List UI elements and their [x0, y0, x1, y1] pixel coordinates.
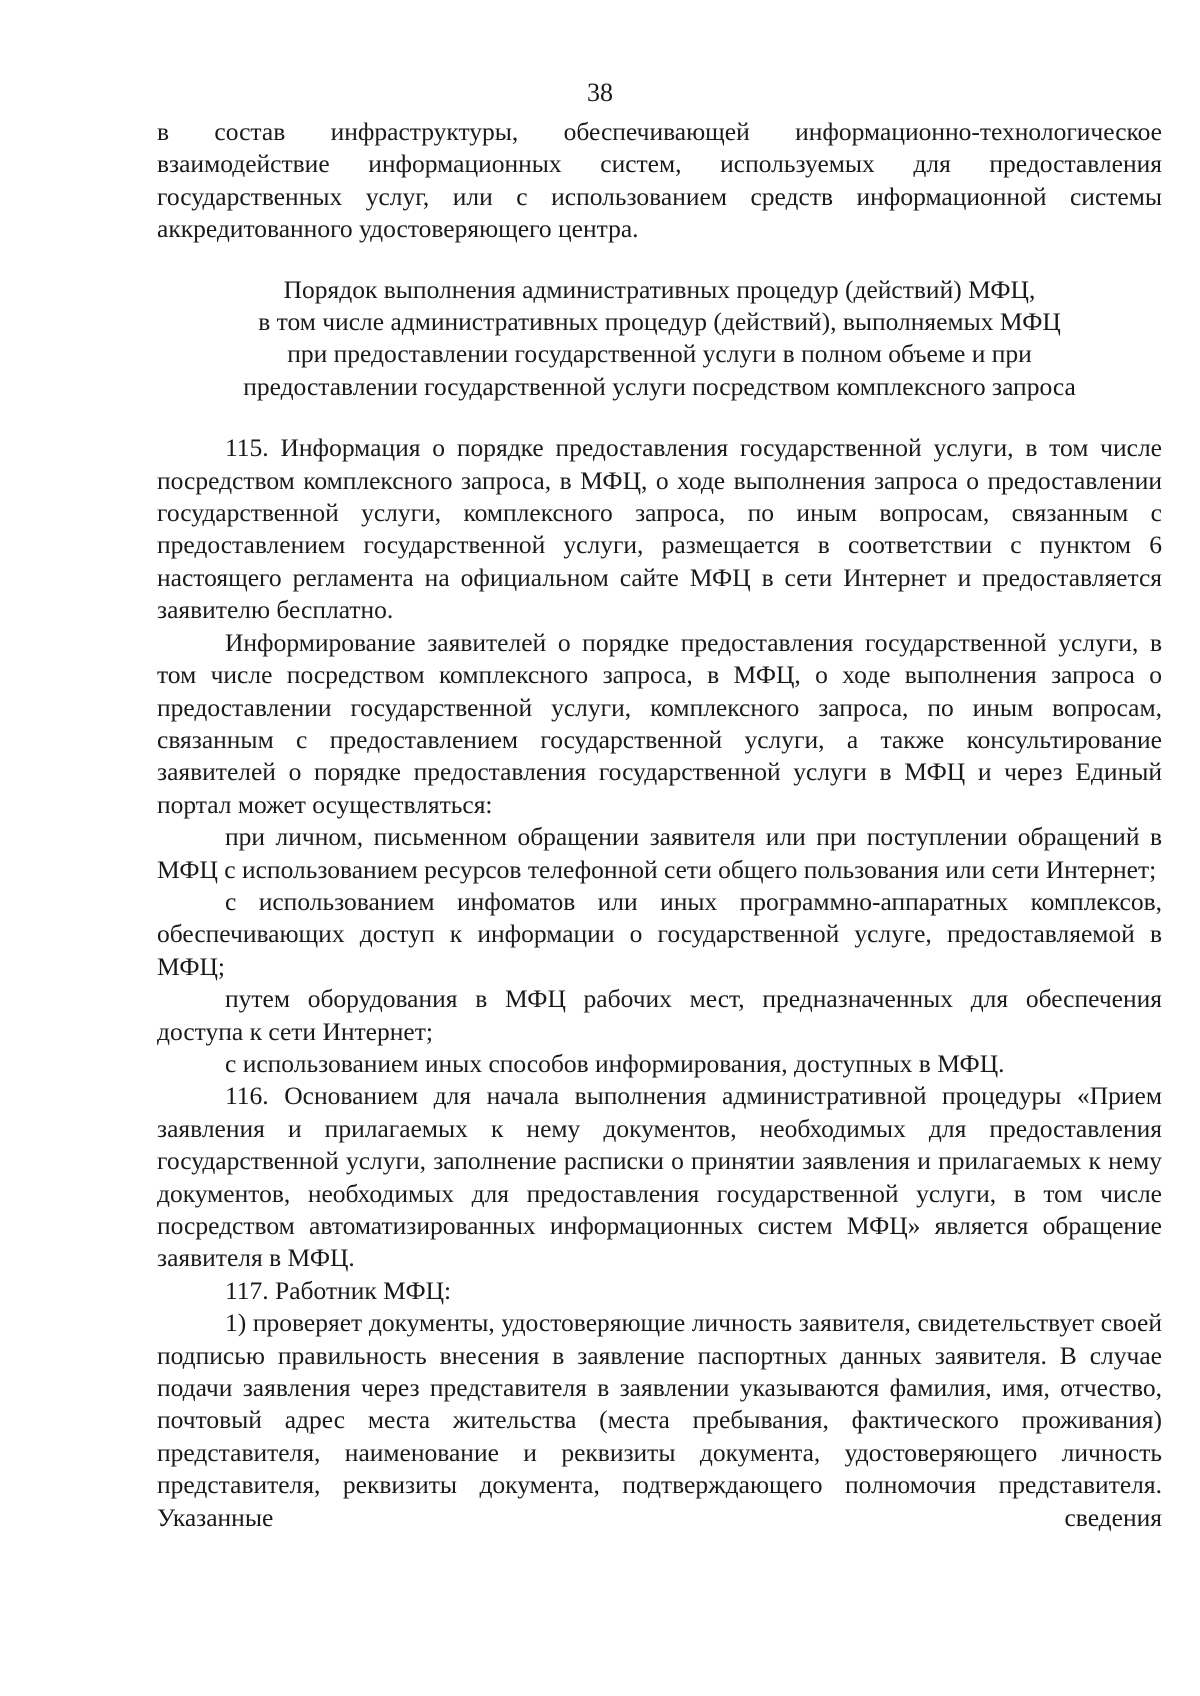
- paragraph-115-informing: Информирование заявителей о порядке предоставления государственной услуги, в том числе посредством комплексного запроса, в МФЦ, о ходе выполнения запроса о предоставлении государственной услуги, комплексного запроса, по иным вопросам, связанным с предоставлением государственной услуги, а также консультирование заявителей о порядке предоставления государственной услуги в МФЦ и через Единый портал может осуществляться:: [157, 627, 1162, 819]
- list-item: при личном, письменном обращении заявителя или при поступлении обращений в МФЦ с использованием ресурсов телефонной сети общего пользования или сети Интернет;: [157, 822, 1162, 884]
- paragraph-117-item-1: 1) проверяет документы, удостоверяющие личность заявителя, свидетельствует своей подписью правильность внесения в заявление паспортных данных заявителя. В случае подачи заявления через представителя в заявлении указываются фамилия, имя, отчество, почтовый адрес места жительства (места пребывания, фактического проживания) представителя, наименование и реквизиты документа, удостоверяющего личность представителя, реквизиты документа, подтверждающего полномочия представителя. Указанные сведения: [157, 1308, 1162, 1532]
- section-heading-line: при предоставлении государственной услуги в полном объеме и при: [287, 339, 1032, 369]
- paragraph-116: 116. Основанием для начала выполнения административной процедуры «Прием заявления и прилагаемых к нему документов, необходимых для предоставления государственной услуги, заполнение расписки о принятии заявления и прилагаемых к нему документов, необходимых для предоставления государственной услуги, в том числе посредством автоматизированных информационных систем МФЦ» является обращение заявителя в МФЦ.: [157, 1081, 1162, 1273]
- paragraph-117: 117. Работник МФЦ:: [225, 1275, 452, 1305]
- paragraph-115: 115. Информация о порядке предоставления государственной услуги, в том числе посредством комплексного запроса, в МФЦ, о ходе выполнения запроса о предоставлении государственной услуги, комплексного запроса, по иным вопросам, связанным с предоставлением государственной услуги, размещается в соответствии с пунктом 6 настоящего регламента на официальном сайте МФЦ в сети Интернет и предоставляется заявителю бесплатно.: [157, 433, 1162, 625]
- list-item: с использованием иных способов информирования, доступных в МФЦ.: [225, 1048, 1005, 1078]
- document-body: [157, 116, 1162, 1534]
- page-number: 38: [587, 78, 613, 107]
- list-item: с использованием инфоматов или иных программно-аппаратных комплексов, обеспечивающих доступ к информации о государственной услуге, предоставляемой в МФЦ;: [157, 886, 1162, 981]
- list-item: путем оборудования в МФЦ рабочих мест, предназначенных для обеспечения доступа к сети Интернет;: [157, 984, 1162, 1046]
- section-heading-line: Порядок выполнения административных процедур (действий) МФЦ,: [283, 274, 1036, 304]
- intro-paragraph: в состав инфраструктуры, обеспечивающей информационно-технологическое взаимодействие информационных систем, используемых для предоставления государственных услуг, или с использованием средств информационной системы аккредитованного удостоверяющего центра.: [157, 117, 1162, 244]
- section-heading-line: предоставлении государственной услуги посредством комплексного запроса: [243, 371, 1076, 401]
- section-heading: [157, 274, 1162, 404]
- section-heading-line: в том числе административных процедур (действий), выполняемых МФЦ: [258, 307, 1061, 337]
